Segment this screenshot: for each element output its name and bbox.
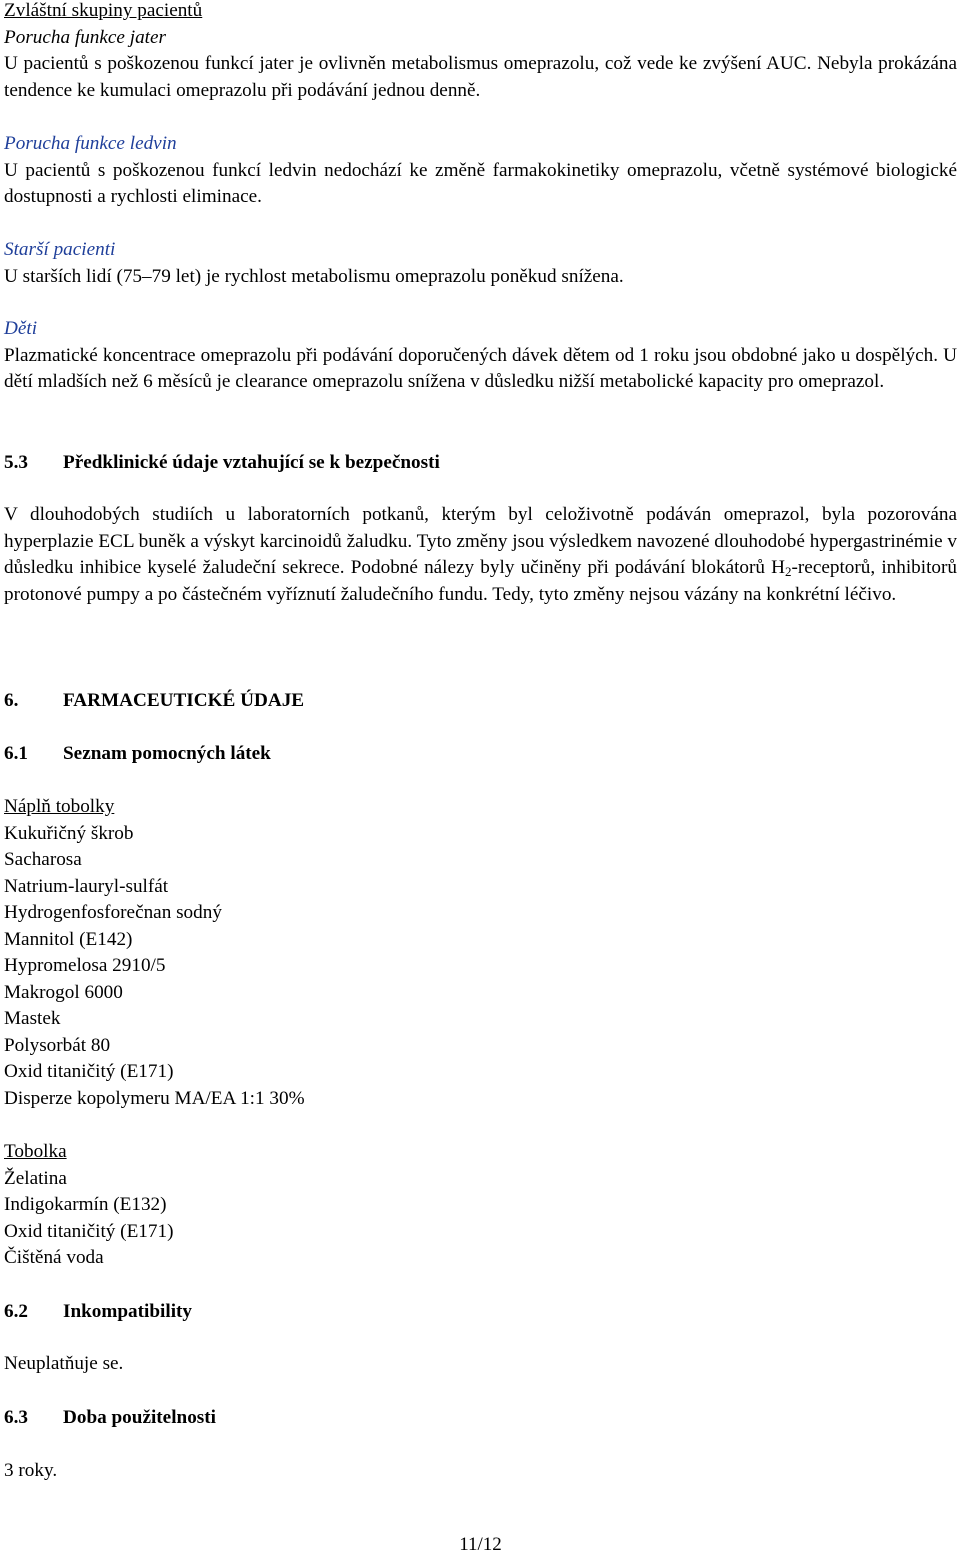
list-item: Indigokarmín (E132) bbox=[4, 1194, 167, 1215]
preclinical-text bbox=[4, 502, 957, 608]
capsule-shell-title: Tobolka bbox=[4, 1141, 67, 1162]
page-number: 11/12 bbox=[459, 1534, 502, 1555]
children-text: Plazmatické koncentrace omeprazolu při podávání doporučených dávek dětem od 1 roku jsou obdobné jako u dospělých. U dětí mladších než 6 měsíců je clearance omeprazolu snížena v důsledku nižší metabolické kapacity pro omeprazol. bbox=[4, 344, 957, 392]
preclinical-text-part1: V dlouhodobých studiích u laboratorních potkanů, kterým byl celoživotně podáván omeprazol, byla pozorována hyperplazie ECL buněk a výskyt karcinoidů žaludku. Tyto změny jsou výsledkem navozené dlouhodobé hypergastrinémie v důsledku inhibice kyselé žaludeční sekrece. Podobné nálezy byly učiněny při podávání blokátorů H bbox=[4, 504, 957, 578]
section-number: 6. bbox=[4, 690, 19, 711]
list-item: Mastek bbox=[4, 1008, 61, 1029]
list-item: Makrogol 6000 bbox=[4, 981, 123, 1003]
capsule-fill-title: Náplň tobolky bbox=[4, 796, 115, 817]
section-6-heading bbox=[4, 688, 957, 715]
list-item: Natrium-lauryl-sulfát bbox=[4, 875, 169, 897]
section-number: 6.1 bbox=[4, 743, 28, 764]
children-subtitle: Děti bbox=[4, 318, 38, 339]
children-section bbox=[4, 316, 957, 396]
liver-text: U pacientů s poškozenou funkcí jater je ovlivněn metabolismus omeprazolu, což vede ke zvýšení AUC. Nebyla prokázána tendence ke kumulaci omeprazolu při podávání jednou denně. bbox=[4, 53, 957, 101]
section-number: 5.3 bbox=[4, 452, 28, 473]
list-item: Čištěná voda bbox=[4, 1247, 104, 1268]
kidney-subtitle: Porucha funkce ledvin bbox=[4, 133, 177, 154]
list-item: Sacharosa bbox=[4, 849, 82, 870]
liver-subtitle: Porucha funkce jater bbox=[4, 26, 166, 48]
kidney-section bbox=[4, 131, 957, 211]
list-item: Oxid titaničitý (E171) bbox=[4, 1220, 174, 1242]
list-item: Želatina bbox=[4, 1167, 67, 1189]
section-title: Doba použitelnosti bbox=[63, 1407, 216, 1428]
subscript-2: 2 bbox=[785, 564, 792, 579]
capsule-fill-section bbox=[4, 794, 957, 1112]
capsule-shell-section bbox=[4, 1139, 957, 1272]
section-6-3-body bbox=[4, 1458, 957, 1485]
capsule-fill-list bbox=[4, 821, 957, 1113]
kidney-text: U pacientů s poškozenou funkcí ledvin nedochází ke změně farmakokinetiky omeprazolu, včetně systémové biologické dostupnosti a rychlosti eliminace. bbox=[4, 159, 957, 207]
list-item: Disperze kopolymeru MA/EA 1:1 30% bbox=[4, 1087, 305, 1109]
section-5-3-heading bbox=[4, 450, 957, 477]
section-number: 6.3 bbox=[4, 1407, 28, 1428]
section-title: Předklinické údaje vztahující se k bezpečnosti bbox=[63, 452, 440, 473]
shelf-life-text: 3 roky. bbox=[4, 1460, 58, 1481]
preclinical-text-part2: -receptorů, inhibitorů protonové pumpy a po částečném vyříznutí žaludečního fundu. Tedy, tyto změny nejsou vázány na konkrétní léčivo. bbox=[4, 557, 958, 605]
capsule-shell-list bbox=[4, 1166, 957, 1272]
section-number: 6.2 bbox=[4, 1301, 28, 1322]
list-item: Mannitol (E142) bbox=[4, 928, 133, 950]
incompatibility-text: Neuplatňuje se. bbox=[4, 1353, 124, 1374]
section-6-1-heading bbox=[4, 741, 957, 768]
list-item: Hydrogenfosforečnan sodný bbox=[4, 902, 222, 923]
section-6-3-heading bbox=[4, 1405, 957, 1432]
section-5-3-body bbox=[4, 502, 957, 608]
special-groups-section bbox=[4, 0, 957, 104]
list-item: Hypromelosa 2910/5 bbox=[4, 955, 166, 976]
list-item: Oxid titaničitý (E171) bbox=[4, 1061, 174, 1082]
list-item: Kukuřičný škrob bbox=[4, 822, 134, 844]
section-title: FARMACEUTICKÉ ÚDAJE bbox=[63, 690, 305, 711]
elderly-subtitle: Starší pacienti bbox=[4, 239, 116, 260]
section-title: Seznam pomocných látek bbox=[63, 743, 271, 764]
section-6-2-heading bbox=[4, 1299, 957, 1326]
elderly-text: U starších lidí (75–79 let) je rychlost metabolismu omeprazolu poněkud snížena. bbox=[4, 265, 624, 287]
special-groups-title: Zvláštní skupiny pacientů bbox=[4, 0, 203, 21]
list-item: Polysorbát 80 bbox=[4, 1034, 111, 1056]
section-6-2-body bbox=[4, 1351, 957, 1378]
elderly-section bbox=[4, 237, 957, 290]
section-title: Inkompatibility bbox=[63, 1301, 193, 1322]
